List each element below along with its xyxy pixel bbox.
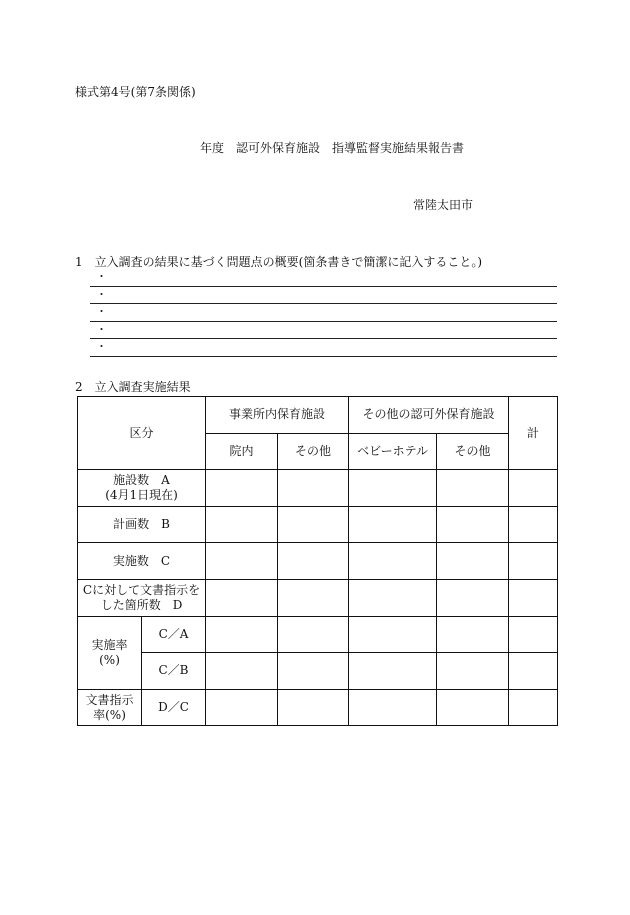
data-cell [349, 543, 437, 580]
data-cell [349, 689, 437, 726]
row-sublabel-cb: C／B [142, 653, 206, 690]
form-number: 様式第4号(第7条関係) [75, 85, 196, 99]
data-cell [278, 543, 349, 580]
data-cell [509, 470, 558, 507]
data-cell [278, 470, 349, 507]
row-label-line: (4月1日現在) [105, 487, 178, 502]
data-cell [509, 579, 558, 616]
data-cell [437, 506, 509, 543]
data-cell [206, 543, 278, 580]
subheader-baby-hotel: ベビーホテル [349, 433, 437, 470]
header-other-unlicensed-facilities: その他の認可外保育施設 [349, 397, 509, 434]
row-label-line: Cに対して文書指示を [82, 582, 201, 597]
data-cell [349, 579, 437, 616]
table-row-conducted [78, 543, 558, 580]
data-cell [278, 689, 349, 726]
table-row-planned [78, 506, 558, 543]
row-sublabel-ca: C／A [142, 616, 206, 653]
section1-heading: 1 立入調査の結果に基づく問題点の概要(箇条書きで簡潔に記入すること。) [75, 255, 483, 269]
data-cell [206, 579, 278, 616]
row-label-instructed [78, 579, 206, 616]
data-cell [437, 470, 509, 507]
bullet-mark: ・ [96, 305, 107, 318]
data-cell [206, 689, 278, 726]
table-row-instruction-rate [78, 689, 558, 726]
data-cell [509, 506, 558, 543]
data-cell [437, 689, 509, 726]
row-label-facilities [78, 470, 206, 507]
subheader-workplace-other: その他 [278, 433, 349, 470]
row-label-planned: 計画数 B [78, 506, 206, 543]
subheader-in-hospital: 院内 [206, 433, 278, 470]
data-cell [509, 543, 558, 580]
data-cell [278, 653, 349, 690]
row-label-line: (%) [99, 652, 120, 667]
data-cell [349, 616, 437, 653]
bullet-mark: ・ [96, 340, 107, 353]
data-cell [437, 616, 509, 653]
data-cell [278, 579, 349, 616]
row-label-line: 実施率 [91, 637, 128, 652]
data-cell [206, 616, 278, 653]
bullet-mark: ・ [96, 287, 107, 301]
data-cell [206, 470, 278, 507]
problem-summary-list [90, 269, 557, 357]
row-label-line: 率(%) [93, 707, 126, 722]
data-cell [206, 506, 278, 543]
bullet-mark: ・ [96, 270, 107, 283]
bullet-line [90, 339, 557, 357]
report-title: 年度 認可外保育施設 指導監督実施結果報告書 [200, 141, 465, 155]
row-label-line: 施設数 A [113, 472, 170, 487]
header-total: 計 [509, 397, 558, 470]
bullet-line [90, 287, 557, 305]
data-cell [509, 689, 558, 726]
bullet-line [90, 304, 557, 322]
data-cell [509, 653, 558, 690]
data-cell [278, 506, 349, 543]
city-name: 常陸太田市 [413, 198, 474, 212]
section2-heading: 2 立入調査実施結果 [75, 380, 191, 394]
table-row-facilities [78, 470, 558, 507]
data-cell [509, 616, 558, 653]
data-cell [278, 616, 349, 653]
data-cell [206, 653, 278, 690]
table-row-instructed [78, 579, 558, 616]
table-row-rate-ca [78, 616, 558, 653]
subheader-unlicensed-other: その他 [437, 433, 509, 470]
row-sublabel-dc: D／C [142, 689, 206, 726]
data-cell [349, 506, 437, 543]
data-cell [437, 543, 509, 580]
data-cell [349, 653, 437, 690]
row-label-rate [78, 616, 142, 689]
row-label-conducted: 実施数 C [78, 543, 206, 580]
row-label-line: した箇所数 D [100, 597, 183, 612]
data-cell [437, 579, 509, 616]
header-category: 区分 [78, 397, 206, 470]
bullet-line [90, 322, 557, 340]
data-cell [437, 653, 509, 690]
header-workplace-facilities: 事業所内保育施設 [206, 397, 349, 434]
row-label-instruction-rate [78, 689, 142, 726]
inspection-results-table [77, 396, 558, 726]
bullet-mark: ・ [96, 322, 107, 336]
table-header-row [78, 397, 558, 434]
bullet-line [90, 269, 557, 287]
table-row-rate-cb [78, 653, 558, 690]
data-cell [349, 470, 437, 507]
row-label-line: 文書指示 [85, 692, 134, 707]
